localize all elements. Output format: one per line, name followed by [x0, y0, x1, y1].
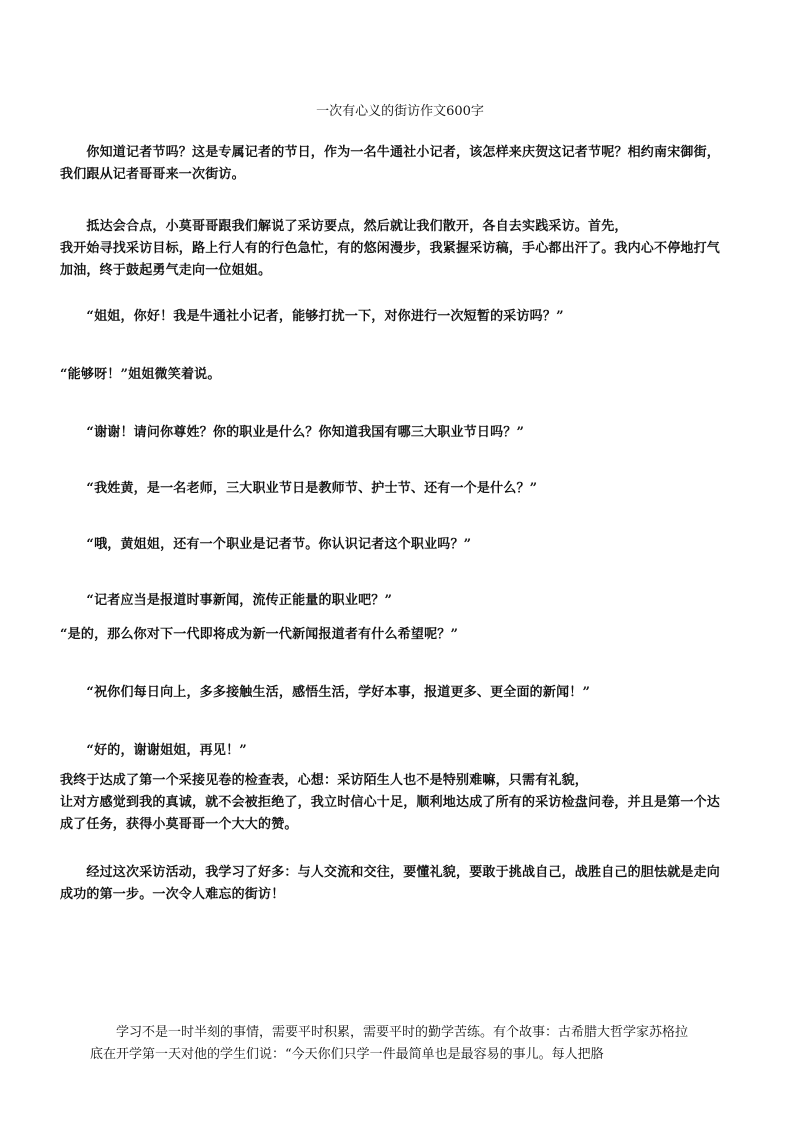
- paragraph-line: 加油，终于鼓起勇气走向一位姐姐。: [60, 263, 272, 278]
- paragraph: [60, 216, 750, 282]
- paragraph-line: 成功的第一步。一次令人难忘的街访！: [60, 887, 285, 902]
- paragraph-line: “是的，那么你对下一代即将成为新一代新闻报道者有什么希望呢？”: [60, 627, 459, 642]
- footer-line: 学习不是一时半刻的事情，需要平时积累，需要平时的勤学苦练。有个故事：古希腊大哲学家苏格拉: [90, 1025, 689, 1040]
- paragraph: [60, 590, 750, 612]
- paragraph: [60, 422, 750, 444]
- paragraph-line: “好的，谢谢姐姐，再见！”: [60, 743, 247, 758]
- paragraph-line: “能够呀！”姐姐微笑着说。: [60, 367, 221, 382]
- paragraph-line: 成了任务，获得小莫哥哥一个大大的赞。: [60, 817, 298, 832]
- paragraph: [60, 306, 750, 328]
- paragraph: [60, 682, 750, 704]
- paragraph-line: “姐姐，你好！我是牛通社小记者，能够打扰一下，对你进行一次短暂的采访吗？”: [60, 309, 564, 324]
- paragraph-line: 你知道记者节吗？这是专属记者的节日，作为一名牛通社小记者，该怎样来庆贺这记者节呢？相约南宋御街，: [60, 145, 721, 160]
- paragraph: [60, 478, 750, 500]
- document-title: 一次有心义的街访作文600字: [316, 104, 484, 119]
- paragraph-line: “祝你们每日向上，多多接触生活，感悟生活，学好本事，报道更多、更全面的新闻！”: [60, 685, 591, 700]
- paragraph: [60, 624, 750, 646]
- paragraph: [60, 862, 750, 906]
- paragraph: [60, 364, 750, 386]
- paragraph-line: “记者应当是报道时事新闻，流传正能量的职业吧？”: [60, 593, 393, 608]
- paragraph-line: 我开始寻找采访目标，路上行人有的行色急忙，有的悠闲漫步，我紧握采访稿，手心都出汗了。我内心不停地打气: [60, 241, 721, 256]
- paragraph: [60, 142, 750, 186]
- paragraph-line: 经过这次采访活动，我学习了好多：与人交流和交往，要懂礼貌，要敢于挑战自己，战胜自己的胆怯就是走向: [60, 865, 721, 880]
- paragraph-line: 让对方感觉到我的真诚，就不会被拒绝了，我立时信心十足，顺利地达成了所有的采访检盘问卷，并且是第一个达: [60, 795, 721, 810]
- paragraph-line: 抵达会合点，小莫哥哥跟我们解说了采访要点，然后就让我们散开，各自去实践采访。首先，: [60, 219, 628, 234]
- paragraph: [60, 770, 750, 836]
- paragraph-line: 我们跟从记者哥哥来一次街访。: [60, 167, 245, 182]
- paragraph-line: “哦，黄姐姐，还有一个职业是记者节。你认识记者这个职业吗？”: [60, 537, 472, 552]
- paragraph: [60, 534, 750, 556]
- footer-line: 底在开学第一天对他的学生们说：“今天你们只学一件最简单也是最容易的事儿。每人把胳: [90, 1047, 604, 1062]
- footer-paragraph: [90, 1022, 770, 1066]
- paragraph-line: 我终于达成了第一个采接见卷的检查表，心想：采访陌生人也不是特别难嘛，只需有礼貌，: [60, 773, 589, 788]
- paragraph-line: “我姓黄，是一名老师，三大职业节日是教师节、护士节、还有一个是什么？”: [60, 481, 538, 496]
- paragraph: [60, 740, 750, 762]
- paragraph-line: “谢谢！请问你尊姓？你的职业是什么？你知道我国有哪三大职业节日吗？”: [60, 425, 525, 440]
